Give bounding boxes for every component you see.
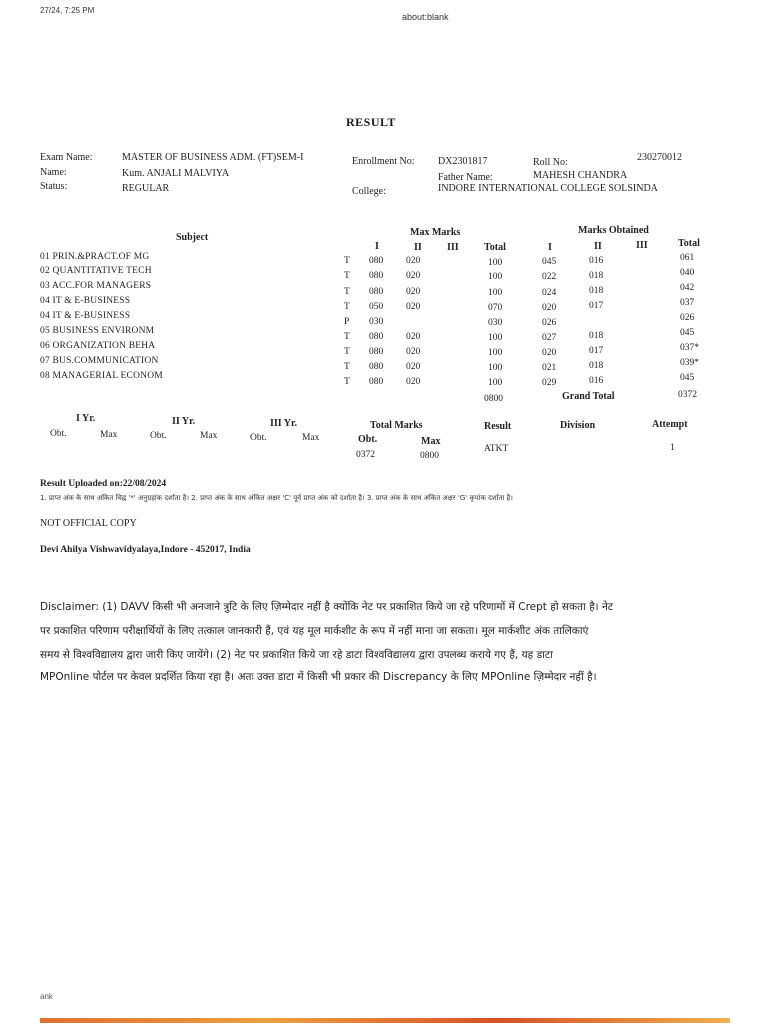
subject-header: Subject [176,232,209,243]
max-i: 080 [369,256,384,266]
max-i: 080 [369,332,384,342]
max-grand-total: 0800 [484,394,503,404]
paper-type: T [344,362,350,372]
ii-yr-obt: Obt. [150,431,167,441]
total-max-header: Max [421,436,441,447]
max-i-header: I [375,241,379,252]
max-ii: 020 [406,256,421,266]
obt-total: 042 [680,283,695,293]
disclaimer-line-2: पर प्रकाशित परिणाम परीक्षार्थियों के लिए तत्काल जानकारी हैं, एवं यह मूल मार्कशीट के रूप में नहीं माना जा सकता। मूल मार्कशीट अंक तालिकाएं [40,625,589,637]
subject-name: 08 MANAGERIAL ECONOM [40,371,163,381]
grand-total-label: Grand Total [562,391,615,402]
iii-yr-max: Max [302,433,320,443]
max-total-header: Total [484,242,506,253]
roll-no-label: Roll No: [533,157,568,168]
paper-type: T [344,302,350,312]
obt-i: 026 [542,318,557,328]
max-ii: 020 [406,362,421,372]
max-ii: 020 [406,271,421,281]
status-value: REGULAR [122,183,170,194]
paper-type: T [344,347,350,357]
marks-obtained-header: Marks Obtained [578,225,649,236]
ii-yr-max: Max [200,431,218,441]
obt-i: 029 [542,378,557,388]
obt-i: 020 [542,348,557,358]
disclaimer-line-4: MPOnline पोर्टल पर केवल प्रदर्शित किया रहा है। अतः उक्त डाटा में किसी भी प्रकार की Discrepancy के लिए MPOnline ज़िम्मेदार नहीं है। [40,671,597,683]
college-label: College: [352,186,386,197]
max-ii-header: II [414,242,422,253]
i-yr-header: I Yr. [76,413,96,424]
max-ii: 020 [406,332,421,342]
obt-i: 045 [542,257,557,267]
iii-yr-header: III Yr. [270,418,298,429]
enrollment-value: DX2301817 [438,156,488,167]
iii-yr-obt: Obt. [250,433,267,443]
total-obt-header: Obt. [358,434,378,445]
subject-name: 04 IT & E-BUSINESS [40,296,131,306]
max-total: 100 [488,272,503,282]
print-url: about:blank [402,12,449,22]
total-max-value: 0800 [420,451,439,461]
max-total: 100 [488,333,503,343]
print-timestamp: 27/24, 7:25 PM [40,6,95,15]
result-uploaded: Result Uploaded on:22/08/2024 [40,479,167,489]
obt-ii: 018 [589,361,604,371]
obt-total-header: Total [678,238,700,249]
paper-type: T [344,377,350,387]
attempt-header: Attempt [652,419,688,430]
obt-ii: 017 [589,346,604,356]
name-value: Kum. ANJALI MALVIYA [122,168,230,179]
paper-type: T [344,332,350,342]
exam-name-label: Exam Name: [40,152,93,163]
subject-name: 06 ORGANIZATION BEHA [40,341,156,351]
university-address: Devi Ahilya Vishwavidyalaya,Indore - 452017, India [40,545,251,555]
max-total: 100 [488,363,503,373]
max-i: 030 [369,317,384,327]
max-total: 100 [488,288,503,298]
obt-i: 022 [542,272,557,282]
disclaimer-line-3: समय से विश्वविद्यालय द्वारा जारी किए जायेंगे। (2) नेट पर प्रकाशित किये जा रहे डाटा विश्वविद्यालय द्वारा उपलब्ध कराये गए हैं, यह डाटा [40,649,553,661]
obt-total: 039* [680,358,699,368]
total-obt-value: 0372 [356,450,375,460]
obt-ii: 018 [589,331,604,341]
subject-name: 05 BUSINESS ENVIRONM [40,326,155,336]
max-total: 100 [488,258,503,268]
grand-total-value: 0372 [678,390,697,400]
obt-i: 024 [542,288,557,298]
max-marks-header: Max Marks [410,227,461,238]
max-ii: 020 [406,347,421,357]
copy-notice: NOT OFFICIAL COPY [40,518,137,529]
exam-name-value: MASTER OF BUSINESS ADM. (FT)SEM-I [122,152,304,163]
max-ii: 020 [406,287,421,297]
obt-total: 037* [680,343,699,353]
subject-name: 02 QUANTITATIVE TECH [40,266,152,276]
result-value: ATKT [484,444,509,454]
max-i: 080 [369,287,384,297]
result-header: Result [484,421,512,432]
obt-total: 037 [680,298,695,308]
max-ii: 020 [406,377,421,387]
subject-name: 04 IT & E-BUSINESS [40,311,131,321]
father-name-value: MAHESH CHANDRA [533,170,628,181]
father-name-label: Father Name: [438,172,493,183]
obt-i: 027 [542,333,557,343]
obt-i: 020 [542,303,557,313]
paper-type: T [344,256,350,266]
obt-ii-header: II [594,241,602,252]
max-i: 080 [369,362,384,372]
obt-ii: 018 [589,271,604,281]
college-value: INDORE INTERNATIONAL COLLEGE SOLSINDA [438,183,658,194]
obt-i-header: I [548,242,552,253]
bottom-text: ank [40,992,53,1001]
obt-iii-header: III [636,240,648,251]
obt-total: 040 [680,268,695,278]
max-total: 070 [488,303,503,313]
obt-total: 045 [680,373,695,383]
max-i: 080 [369,377,384,387]
ii-yr-header: II Yr. [172,416,196,427]
roll-no-value: 230270012 [637,152,682,163]
division-header: Division [560,420,596,431]
enrollment-label: Enrollment No: [352,156,415,167]
disclaimer-line-1: Disclaimer: (1) DAVV किसी भी अनजाने त्रुटि के लिए ज़िम्मेदार नहीं है क्योंकि नेट पर प्रकाशित किये जा रहे परिणामों में Crept हो सकता है। नेट [40,601,614,613]
max-total: 100 [488,348,503,358]
paper-type: P [344,317,350,327]
total-marks-header: Total Marks [370,420,423,431]
obt-total: 026 [680,313,695,323]
i-yr-max: Max [100,430,118,440]
max-ii: 020 [406,302,421,312]
paper-type: T [344,271,350,281]
max-iii-header: III [447,242,459,253]
obt-ii: 016 [589,256,604,266]
subject-name: 03 ACC.FOR MANAGERS [40,281,152,291]
obt-total: 045 [680,328,695,338]
name-label: Name: [40,167,67,178]
max-i: 080 [369,347,384,357]
max-i: 080 [369,271,384,281]
obt-ii: 017 [589,301,604,311]
paper-type: T [344,287,350,297]
obt-total: 061 [680,253,695,263]
obt-ii: 018 [589,286,604,296]
obt-ii: 016 [589,376,604,386]
status-label: Status: [40,181,68,192]
subject-name: 07 BUS.COMMUNICATION [40,356,159,366]
bottom-color-strip [40,1018,730,1023]
obt-i: 021 [542,363,557,373]
marks-note: 1. प्राप्त अंक के साथ अंकित चिह्न '*' अनुग्रहांक दर्शाता है। 2. प्राप्त अंक के साथ अंकित अक्षर 'C' पूर्व प्राप्त अंक को दर्शाता है। 3. प्राप्त अंक के साथ अंकित अक्षर 'G' कृपांक दर्शाता है। [40,494,513,502]
max-total: 100 [488,378,503,388]
max-i: 050 [369,302,384,312]
subject-name: 01 PRIN.&PRACT.OF MG [40,252,150,262]
max-total: 030 [488,318,503,328]
attempt-value: 1 [670,443,675,453]
page-title: RESULT [346,115,396,129]
i-yr-obt: Obt. [50,429,67,439]
